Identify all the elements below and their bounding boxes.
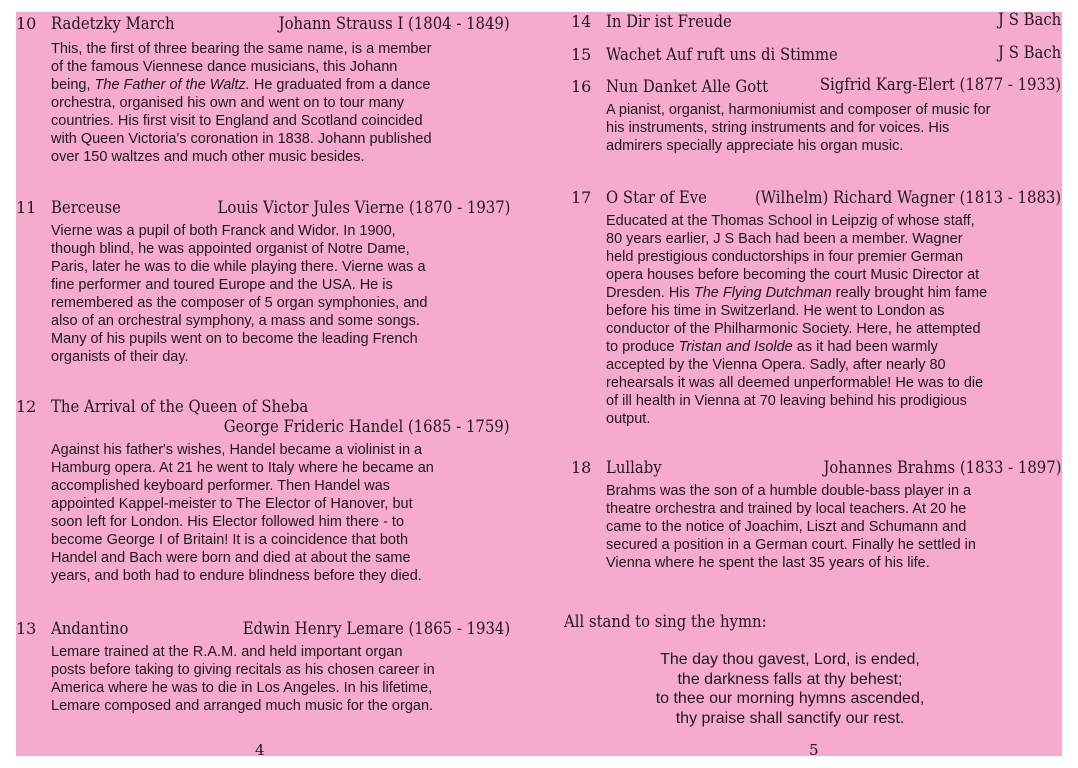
programme-item-16: [571, 77, 1061, 157]
item-number: 18: [571, 458, 592, 477]
description-line: fine performer and toured Europe and the USA. He is: [51, 277, 393, 293]
item-number: 15: [571, 45, 592, 64]
composer-name: Louis Victor Jules Vierne (1870 - 1937): [217, 198, 510, 217]
hymn-line: to thee our morning hymns ascended,: [655, 690, 925, 707]
description-line: before his time in Switzerland. He went to London as: [606, 303, 945, 319]
item-number: 14: [571, 12, 592, 31]
piece-title: Nun Danket Alle Gott: [606, 77, 769, 96]
description-line: accepted by the Vienna Opera. Sadly, after nearly 80: [606, 357, 946, 373]
description-line: also of an orchestral symphony, a mass and some songs.: [51, 313, 420, 329]
item-description: [51, 222, 427, 366]
piece-title: The Arrival of the Queen of Sheba: [51, 397, 309, 416]
description-line: opera houses before becoming the court Music Director at: [606, 267, 980, 283]
composer-name: Edwin Henry Lemare (1865 - 1934): [242, 619, 510, 638]
description-line: his instruments, string instruments and for voices. His: [606, 120, 950, 136]
composer-name: J S Bach: [997, 10, 1061, 29]
programme-item-11: [16, 198, 510, 368]
piece-title: Lullaby: [606, 458, 662, 477]
description-line: Vienna where he spent the last 35 years of his life.: [606, 555, 930, 571]
composer-name: J S Bach: [997, 43, 1061, 62]
work-title: The Flying Dutchman: [693, 285, 832, 301]
description-line: with Queen Victoria's coronation in 1838. Johann published: [51, 131, 432, 147]
description-line: countries. His first visit to England and Scotland coincided: [51, 113, 423, 129]
description-line: A pianist, organist, harmoniumist and composer of music for: [606, 102, 991, 118]
description-line: This, the first of three bearing the same name, is a member: [51, 41, 432, 57]
description-line: accomplished keyboard performer. Then Handel was: [51, 478, 391, 494]
programme-item-13: [16, 619, 510, 719]
description-line: over 150 waltzes and much other music besides.: [51, 149, 365, 165]
description-line: years, and both had to endure blindness before they died.: [51, 568, 422, 584]
item-number: 12: [16, 397, 37, 416]
hymn-heading: All stand to sing the hymn:: [564, 612, 767, 631]
description-line: America where he was to die in Los Angeles. In his lifetime,: [51, 680, 433, 696]
description-line: appointed Kappel-meister to The Elector of Hanover, but: [51, 496, 413, 512]
description-line: secured a position in a German court. Finally he settled in: [606, 537, 976, 553]
description-line: Against his father's wishes, Handel became a violinist in a: [51, 442, 423, 458]
description-line: being, The Father of the Waltz. He graduated from a dance: [51, 77, 431, 93]
composer-name: (Wilhelm) Richard Wagner (1813 - 1883): [754, 188, 1061, 207]
item-description: [51, 643, 435, 715]
composer-name: Sigfrid Karg-Elert (1877 - 1933): [819, 75, 1061, 94]
description-line: Lemare trained at the R.A.M. and held important organ: [51, 644, 403, 660]
item-description: [51, 441, 434, 585]
description-line: remembered as the composer of 5 organ symphonies, and: [51, 295, 428, 311]
hymn-verse: [560, 650, 1020, 728]
item-number: 11: [16, 198, 37, 217]
description-line: 80 years earlier, J S Bach had been a member. Wagner: [606, 231, 963, 247]
description-line: Vierne was a pupil of both Franck and Widor. In 1900,: [51, 223, 396, 239]
item-number: 17: [571, 188, 592, 207]
work-title: Tristan and Isolde: [678, 339, 793, 355]
description-line: Brahms was the son of a humble double-bass player in a: [606, 483, 972, 499]
item-description: [606, 482, 976, 572]
description-line: came to the notice of Joachim, Liszt and Schumann and: [606, 519, 967, 535]
item-description: [51, 40, 432, 166]
composer-name: Johannes Brahms (1833 - 1897): [822, 458, 1061, 477]
description-line: output.: [606, 411, 651, 427]
hymn-line: thy praise shall sanctify our rest.: [675, 709, 905, 727]
programme-item-14: [571, 12, 1061, 36]
description-line: organists of their day.: [51, 349, 189, 365]
description-line: Dresden. His The Flying Dutchman really brought him fame: [606, 285, 988, 301]
description-line: orchestra, organised his own and went on to tour many: [51, 95, 405, 111]
item-description: [606, 212, 987, 428]
description-line: Many of his pupils went on to become the leading French: [51, 331, 418, 347]
description-line: Paris, later he was to die while playing there. Vierne was a: [51, 259, 426, 275]
page-number-left: 4: [255, 741, 265, 759]
piece-title: Radetzky March: [51, 14, 175, 33]
piece-title: Wachet Auf ruft uns di Stimme: [606, 45, 838, 64]
composer-name: George Frideric Handel (1685 - 1759): [224, 417, 510, 436]
piece-title: O Star of Eve: [606, 188, 707, 207]
page-number-right: 5: [809, 741, 819, 759]
description-line: admirers specially appreciate his organ music.: [606, 138, 904, 154]
description-line: Handel and Bach were born and died at about the same: [51, 550, 411, 566]
description-line: Lemare composed and arranged much music for the organ.: [51, 698, 434, 714]
description-line: Educated at the Thomas School in Leipzig of whose staff,: [606, 213, 975, 229]
piece-title: Andantino: [51, 619, 129, 638]
item-description: [606, 101, 990, 155]
description-line: of ill health in Vienna at 70 leaving behind his prodigious: [606, 393, 967, 409]
description-line: conductor of the Philharmonic Society. Here, he attempted: [606, 321, 981, 337]
programme-item-12: [16, 397, 510, 587]
piece-title: In Dir ist Freude: [606, 12, 732, 31]
item-number: 16: [571, 77, 592, 96]
description-line: theatre orchestra and trained by local teachers. At 20 he: [606, 501, 967, 517]
item-number: 13: [16, 619, 37, 638]
description-line: soon left for London. His Elector followed him there - to: [51, 514, 405, 530]
programme-item-10: [16, 14, 510, 174]
description-line: though blind, he was appointed organist of Notre Dame,: [51, 241, 410, 257]
description-line: held prestigious conductorships in four premier German: [606, 249, 964, 265]
description-line: to produce Tristan and Isolde as it had been warmly: [606, 339, 938, 355]
description-line: Hamburg opera. At 21 he went to Italy where he became an: [51, 460, 434, 476]
description-line: become George I of Britain! It is a coincidence that both: [51, 532, 409, 548]
composer-name: Johann Strauss I (1804 - 1849): [278, 14, 510, 33]
description-line: posts before taking to giving recitals as his chosen career in: [51, 662, 435, 678]
work-title: The Father of the Waltz.: [94, 77, 250, 93]
programme-item-17: [571, 188, 1061, 433]
programme-item-18: [571, 458, 1061, 578]
item-number: 10: [16, 14, 37, 33]
programme-item-15: [571, 45, 1061, 69]
hymn-line: the darkness falls at thy behest;: [677, 670, 903, 688]
piece-title: Berceuse: [51, 198, 121, 217]
description-line: rehearsals it was all deemed unperformable! He was to die: [606, 375, 984, 391]
description-line: of the famous Viennese dance musicians, this Johann: [51, 59, 398, 75]
hymn-line: The day thou gavest, Lord, is ended,: [660, 651, 920, 668]
